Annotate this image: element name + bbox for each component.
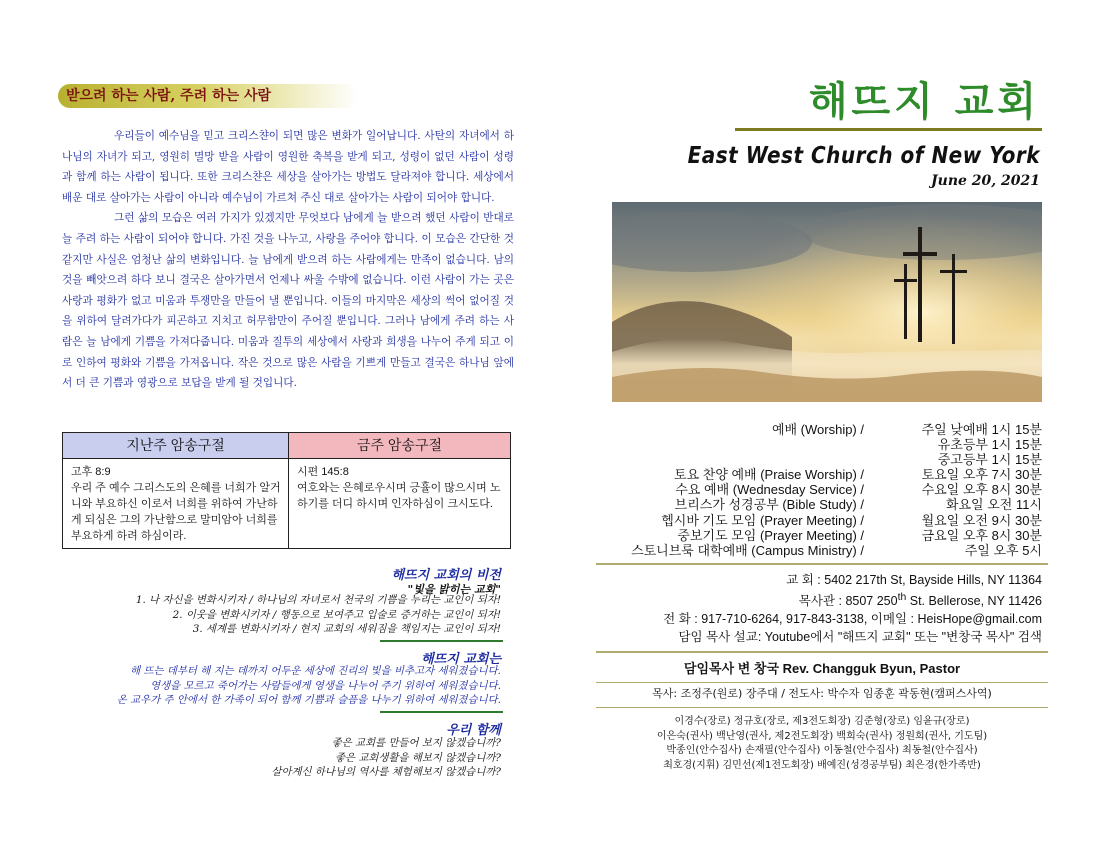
phone-numbers: 917-710-6264, 917-843-3138, xyxy=(701,612,868,627)
together-line: 좋은 교회를 만들어 보지 않겠습니까? xyxy=(331,737,501,749)
service-name: 헵시바 기도 모임 (Prayer Meeting) / xyxy=(661,512,864,528)
church-is-line: 온 교우가 주 안에서 한 가족이 되어 함께 기쁨과 슬픔을 나누기 위하여 세워졌습니다. xyxy=(116,694,501,706)
church-is-line: 영생을 모르고 죽어가는 사람들에게 영생을 나누어 주기 위하여 세워졌습니다. xyxy=(150,679,501,692)
section-divider xyxy=(380,711,503,713)
church-address: 5402 217th St, Bayside Hills, NY 11364 xyxy=(824,573,1042,587)
church-is-text xyxy=(51,664,501,708)
elders-divider xyxy=(596,707,1048,708)
this-week-header: 금주 암송구절 xyxy=(289,433,511,459)
service-time: 화요일 오전 11시 xyxy=(945,497,1042,513)
last-week-header: 지난주 암송구절 xyxy=(63,433,289,459)
sermon-title: 받으려 하는 사람, 주려 하는 사람 xyxy=(58,84,358,108)
worship-row xyxy=(590,437,1042,452)
email-address[interactable]: HeisHope@gmail.com xyxy=(917,612,1042,627)
last-week-cell xyxy=(63,459,289,549)
crosses-photo xyxy=(612,202,1042,402)
service-name: 수요 예배 (Wednesday Service) / xyxy=(675,482,864,498)
this-week-reference: 시편 145:8 xyxy=(297,466,349,478)
service-name: 예배 (Worship) / xyxy=(771,422,864,437)
worship-row xyxy=(590,513,1042,528)
service-time: 주일 오후 5시 xyxy=(964,542,1042,558)
service-name: 브리스가 성경공부 (Bible Study) / xyxy=(674,497,864,513)
parsonage-ordinal: th xyxy=(897,592,907,603)
service-time: 금요일 오후 8시 30분 xyxy=(921,527,1042,543)
service-time: 주일 낮예배 1시 15분 xyxy=(921,422,1042,437)
sermon-paragraph: 그런 삶의 모습은 여러 가지가 있겠지만 무엇보다 남에게 늘 받으려 했던 사람이 반대로 늘 주려 하는 사람이 되어야 합니다. 가진 것을 나누고, 사랑을 주어야 합니다. 이 모습은 간단한 것 같지만 사실은 엄청난 삶의 변화입니다. 늘 남에게 받으려 하는 사람에게는 만족이 없습니다. 남의 것을 빼앗으려 하다 보니 결국은 살아가면서 언제나 싸울 수밖에 없습니다. 이런 사람이 가는 곳은 사랑과 평화가 없고 미움과 투쟁만을 만들어 낼 뿐입니다. 이들의 마지막은 세상의 썩어 없어질 것을 위하여 달려가다가 피곤하고 지치고 허무함만이 주어질 뿐입니다. 그러나 남에게 주려 하는 사람은 늘 남에게 기쁨을 가져다줍니다. 미움과 질투의 세상에서 사랑과 희생을 나누어 주게 되고 이로 인하여 평화와 기쁨을 가져옵니다. 작은 것으로 많은 사람을 기쁘게 만들고 결국은 하나님 앞에서 더 큰 기쁨과 영광으로 보답을 받게 될 것입니다. xyxy=(62,212,514,390)
elders-line: 이경수(장로) 정규호(장로, 제3전도회장) 김준형(장로) 임윤규(장로) xyxy=(674,716,970,727)
bulletin-date: June 20, 2021 xyxy=(931,173,1040,189)
vision-subtitle: "빛을 밝히는 교회" xyxy=(407,583,501,596)
elders-line: 이은숙(권사) 백난영(권사, 제2전도회장) 백희숙(권사) 정원희(권사, 기도팀) xyxy=(656,730,988,742)
vision-list xyxy=(61,593,501,637)
church-name-korean: 해뜨지 교회 xyxy=(808,79,1040,125)
memory-verse-table xyxy=(62,432,511,549)
together-heading: 우리 함께 xyxy=(446,723,501,738)
phone-label: 전 화 : xyxy=(663,612,698,627)
parsonage-address-line xyxy=(596,589,1042,610)
parsonage-address-pre: 8507 250 xyxy=(845,594,898,609)
sermon-body xyxy=(62,126,514,394)
this-week-verse: 여호와는 은혜로우시며 긍휼이 많으시며 노하기를 더디 하시며 인자하심이 크시도다. xyxy=(297,482,501,510)
service-time: 토요일 오후 7시 30분 xyxy=(921,467,1042,483)
worship-row xyxy=(590,422,1042,437)
contact-divider xyxy=(596,563,1048,565)
worship-row xyxy=(590,543,1042,558)
service-time: 월요일 오전 9시 30분 xyxy=(921,512,1042,528)
vision-item: 1. 나 자신을 변화시키자 / 하나님의 자녀로서 천국의 기쁨을 누리는 교인이 되자! xyxy=(135,594,501,606)
youtube-line: 담임 목사 설교: Youtube에서 "해뜨지 교회" 또는 "변창국 목사" 검색 xyxy=(678,630,1042,645)
worship-row xyxy=(590,528,1042,543)
vision-item: 3. 세계를 변화시키자 / 현지 교회의 세워짐을 책임지는 교인이 되자! xyxy=(192,623,501,635)
worship-row xyxy=(590,452,1042,467)
church-is-heading: 해뜨지 교회는 xyxy=(421,652,501,667)
staff-list: 목사: 조정주(원로) 장주대 / 전도사: 박수자 임종훈 곽동현(캠퍼스사역) xyxy=(652,687,992,700)
service-time: 유초등부 1시 15분 xyxy=(937,437,1042,453)
service-name: 스토니브룩 대학예배 (Campus Ministry) / xyxy=(631,542,864,558)
church-address-label: 교 회 : xyxy=(786,573,821,587)
vision-item: 2. 이웃을 변화시키자 / 행동으로 보여주고 입술로 증거하는 교인이 되자! xyxy=(172,608,501,621)
vision-heading: 해뜨지 교회의 비전 xyxy=(391,568,501,583)
elders-line: 최호경(지휘) 김민선(제1전도회장) 배예진(성경공부팀) 최은경(한가족반) xyxy=(663,759,981,771)
last-week-verse: 우리 주 예수 그리스도의 은혜를 너희가 알거니와 부요하신 이로서 너희를 위하여 가난하게 되심은 그의 가난함으로 말미암아 너희를 부요하게 하려 하심이라. xyxy=(71,482,281,542)
senior-pastor: 담임목사 변 창국 Rev. Changguk Byun, Pastor xyxy=(683,661,961,676)
phone-line xyxy=(596,610,1042,628)
pastor-divider xyxy=(596,651,1048,653)
staff-divider xyxy=(596,682,1048,683)
service-time: 중고등부 1시 15분 xyxy=(937,452,1042,468)
church-is-line: 해 뜨는 데부터 해 지는 데까지 어두운 세상에 진리의 빛을 비추고자 세워졌습니다. xyxy=(130,665,501,677)
this-week-cell xyxy=(289,459,511,549)
crosses-image xyxy=(612,202,1042,402)
elders-line: 박종인(안수집사) 손재필(안수집사) 이동철(안수집사) 최동철(안수집사) xyxy=(666,745,978,757)
service-name: 토요 찬양 예배 (Praise Worship) / xyxy=(674,467,864,483)
worship-row xyxy=(590,467,1042,482)
together-line: 살아계신 하나님의 역사를 체험해보지 않겠습니까? xyxy=(271,766,501,778)
together-line: 좋은 교회생활을 해보지 않겠습니까? xyxy=(334,751,501,764)
parsonage-label: 목사관 : xyxy=(798,594,842,609)
elders-list xyxy=(596,715,1048,773)
service-name xyxy=(590,452,878,467)
contact-info xyxy=(596,571,1042,646)
section-divider xyxy=(380,640,503,642)
service-time: 수요일 오후 8시 30분 xyxy=(921,482,1042,498)
together-text xyxy=(51,736,501,780)
sermon-paragraph: 우리들이 예수님을 믿고 크리스챤이 되면 많은 변화가 일어납니다. 사탄의 자녀에서 하나님의 자녀가 되고, 영원히 멸망 받을 사람이 영원한 축복을 받게 되고, 성령이 없던 사람이 성령과 함께 하는 사람이 됩니다. 또한 크리스챤은 세상을 살아가는 방법도 달라져야 합니다. 세상에서 배운 대로 살아가는 사람이 아니라 예수님이 가르쳐 주신 대로 살아가는 사람이 되어야 합니다. xyxy=(62,130,514,204)
service-name xyxy=(590,437,878,452)
title-divider xyxy=(735,128,1042,131)
church-address-line xyxy=(596,571,1042,589)
email-label: 이메일 : xyxy=(870,612,914,627)
worship-row xyxy=(590,497,1042,512)
worship-row xyxy=(590,482,1042,497)
service-name: 중보기도 모임 (Prayer Meeting) / xyxy=(677,527,864,543)
church-name-english: East West Church of New York xyxy=(687,141,1040,169)
last-week-reference: 고후 8:9 xyxy=(71,466,111,478)
parsonage-address-post: St. Bellerose, NY 11426 xyxy=(906,594,1042,609)
worship-schedule xyxy=(590,422,1042,558)
